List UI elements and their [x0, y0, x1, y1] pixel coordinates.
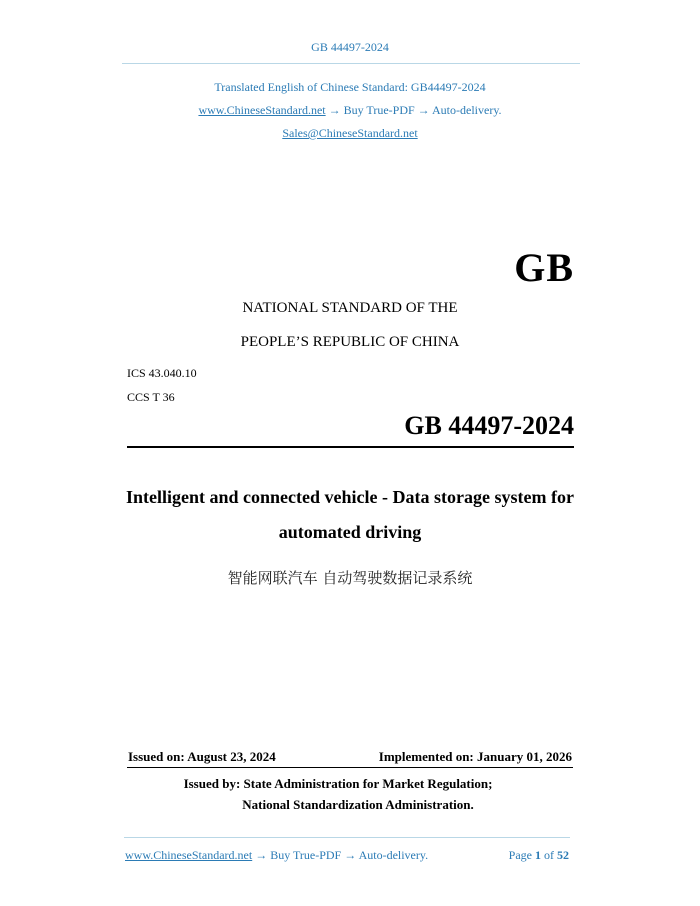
- footer-divider: [124, 837, 570, 838]
- purchase-line: [0, 103, 700, 118]
- number-underline: [127, 446, 574, 448]
- ics-code: ICS 43.040.10: [127, 366, 197, 380]
- purchase-text: → Buy True-PDF → Auto-delivery.: [325, 103, 502, 117]
- page-label: Page: [508, 848, 532, 862]
- footer-site-link[interactable]: www.ChineseStandard.net: [125, 848, 253, 862]
- header-divider: [122, 63, 580, 64]
- chinese-title: 智能网联汽车 自动驾驶数据记录系统: [227, 569, 473, 587]
- implemented-on: Implemented on: January 01, 2026: [378, 749, 572, 764]
- page-current: 1: [535, 848, 541, 862]
- footer-purchase-text: → Buy True-PDF → Auto-delivery.: [252, 848, 429, 862]
- issued-by-line1: Issued by: State Administration for Market Regulation;: [183, 776, 493, 791]
- page-of: of: [544, 848, 554, 862]
- gb-logo: GB: [514, 245, 574, 290]
- title-line1: Intelligent and connected vehicle - Data storage system for: [126, 487, 574, 507]
- translated-notice: Translated English of Chinese Standard: GB44497-2024: [214, 80, 486, 94]
- footer-purchase-line: [125, 848, 428, 863]
- running-header: GB 44497-2024: [311, 40, 389, 54]
- page-total: 52: [557, 848, 569, 862]
- dates-divider: [127, 767, 573, 768]
- national-standard-line1: NATIONAL STANDARD OF THE: [242, 300, 458, 316]
- issued-on: Issued on: August 23, 2024: [128, 749, 276, 764]
- email-line: [0, 126, 700, 141]
- standard-number: GB 44497-2024: [404, 411, 574, 440]
- email-link[interactable]: Sales@ChineseStandard.net: [282, 126, 418, 140]
- issued-by-line2: National Standardization Administration.: [242, 797, 474, 812]
- national-standard-line2: PEOPLE’S REPUBLIC OF CHINA: [240, 334, 460, 350]
- ccs-code: CCS T 36: [127, 390, 175, 404]
- site-link[interactable]: www.ChineseStandard.net: [198, 103, 326, 117]
- page-indicator: [509, 848, 569, 863]
- title-line2: automated driving: [278, 522, 422, 542]
